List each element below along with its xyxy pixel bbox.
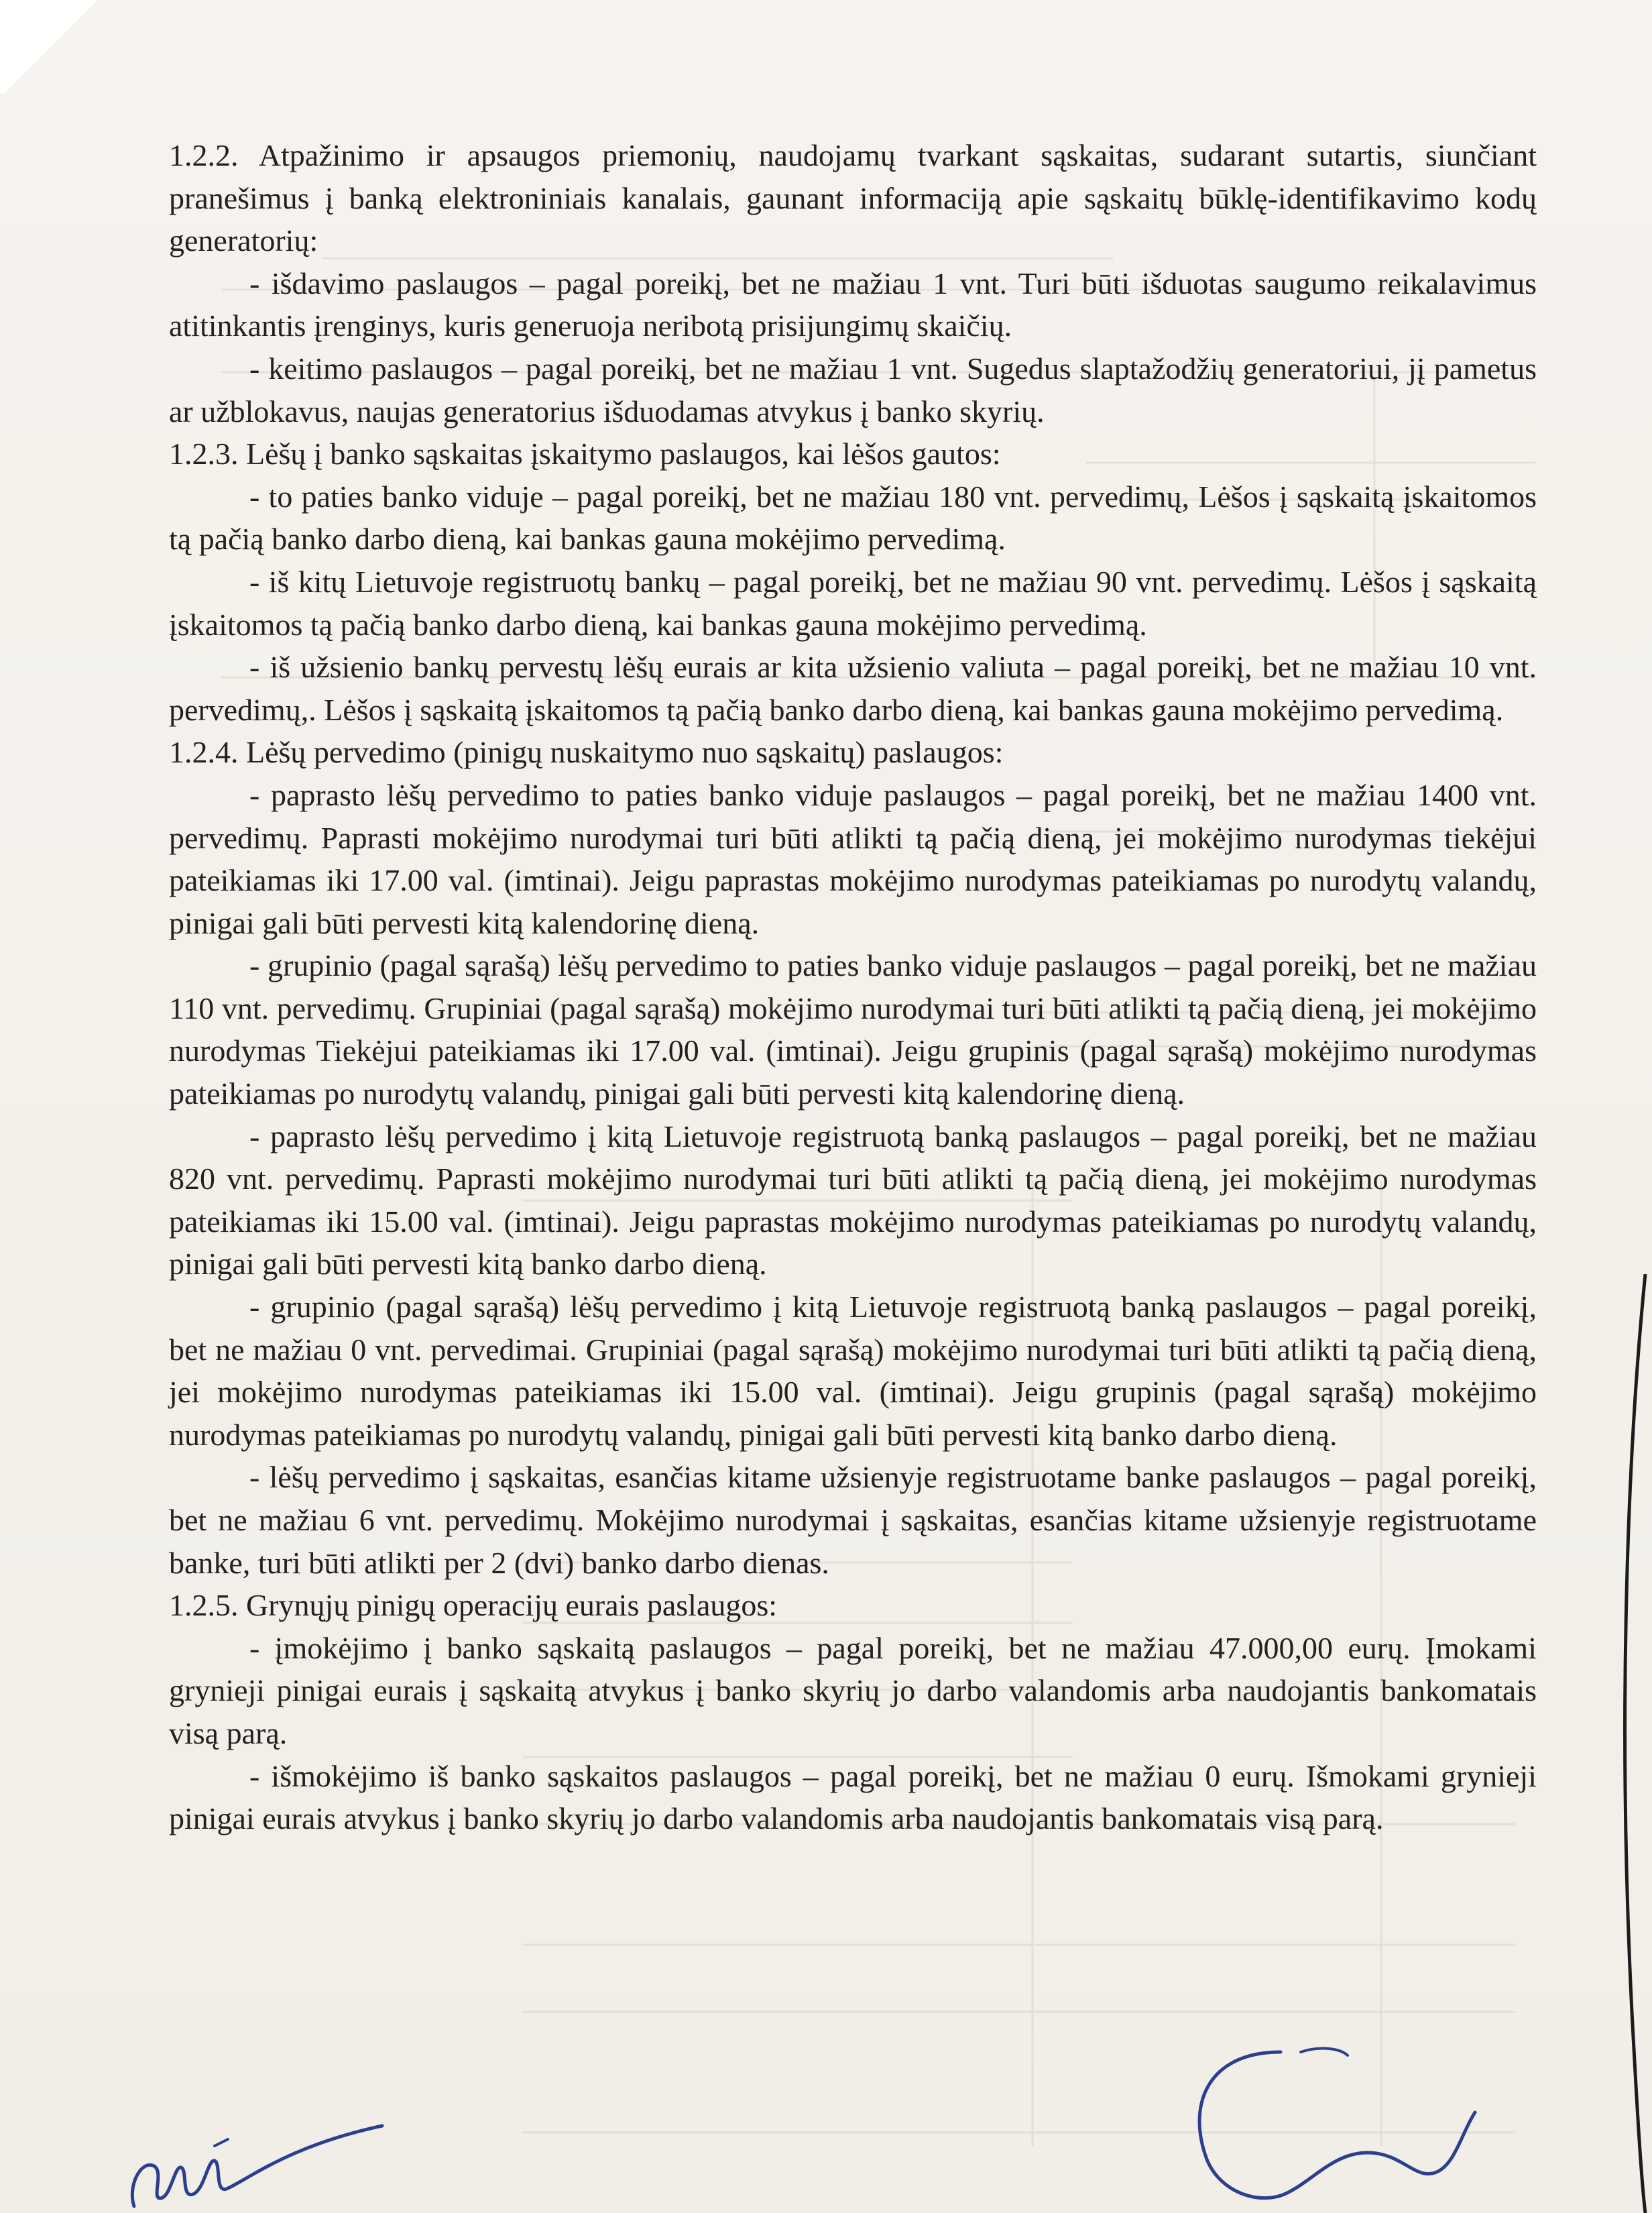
paragraph-group-transfer-other-bank: - grupinio (pagal sąrašą) lėšų pervedimo į kitą Lietuvoje registruotą banką paslaugos – pagal poreikį, bet ne mažiau 0 vnt. pervedimai. Grupiniai (pagal sąrašą) mokėjimo nurodymai turi būti atlikti tą pačią dieną, jei mokėjimo nurodymas pateikiamas iki 15.00 val. (imtinai). Jeigu grupinis (pagal sąrašą) mokėjimo nurodymas pateikiamas po nurodytų valandų, pinigai gali būti pervesti kitą banko darbo dieną. — [169, 1290, 1537, 1452]
document-body — [169, 134, 1537, 1840]
paragraph-foreign-banks: - iš užsienio bankų pervestų lėšų eurais ar kita užsienio valiuta – pagal poreikį, bet ne mažiau 10 vnt. pervedimų,. Lėšos į sąskaitą įskaitomos tą pačią banko darbo dieną, kai bankas gauna mokėjimo pervedimą. — [169, 650, 1537, 727]
paragraph-foreign-transfer: - lėšų pervedimo į sąskaitas, esančias kitame užsienyje registruotame banke paslaugos – pagal poreikį, bet ne mažiau 6 vnt. pervedimų. Mokėjimo nurodymai į sąskaitas, esančias kitame užsienyje registruotame banke, turi būti atlikti per 2 (dvi) banko darbo dienas. — [169, 1460, 1537, 1580]
paragraph-group-transfer-same-bank: - grupinio (pagal sąrašą) lėšų pervedimo to paties banko viduje paslaugos – pagal poreikį, bet ne mažiau 110 vnt. pervedimų. Grupiniai (pagal sąrašą) mokėjimo nurodymai turi būti atlikti tą pačią dieną, jei mokėjimo nurodymas Tiekėjui pateikiamas iki 17.00 val. (imtinai). Jeigu grupinis (pagal sąrašą) mokėjimo nurodymas pateikiamas po nurodytų valandų, pinigai gali būti pervesti kitą kalendorinę dieną. — [169, 948, 1537, 1111]
paragraph-replacement: - keitimo paslaugos – pagal poreikį, bet ne mažiau 1 vnt. Sugedus slaptažodžių generatoriui, jį pametus ar užblokavus, naujas generatorius išduodamas atvykus į banko skyrių. — [169, 351, 1537, 429]
paragraph-1-2-5: 1.2.5. Grynųjų pinigų operacijų eurais paslaugos: — [169, 1588, 778, 1623]
paragraph-simple-transfer-same-bank: - paprasto lėšų pervedimo to paties banko viduje paslaugos – pagal poreikį, bet ne mažiau 1400 vnt. pervedimų. Paprasti mokėjimo nurodymai turi būti atlikti tą pačią dieną, jei mokėjimo nurodymas tiekėjui pateikiamas iki 17.00 val. (imtinai). Jeigu paprastas mokėjimo nurodymas pateikiamas po nurodytų valandų, pinigai gali būti pervesti kitą kalendorinę dieną. — [169, 777, 1537, 940]
page-edge-shadow — [1598, 1274, 1652, 2213]
paragraph-cash-deposit: - įmokėjimo į banko sąskaitą paslaugos – pagal poreikį, bet ne mažiau 47.000,00 eurų. Įmokami grynieji pinigai eurais į sąskaitą atvykus į banko skyrių jo darbo valandomis arba naudojantis bankomatais visą parą. — [169, 1630, 1537, 1750]
paragraph-other-lt-banks: - iš kitų Lietuvoje registruotų bankų – pagal poreikį, bet ne mažiau 90 vnt. pervedimų. Lėšos į sąskaitą įskaitomos tą pačią banko darbo dieną, kai bankas gauna mokėjimo pervedimą. — [169, 564, 1537, 642]
signature-left — [114, 2119, 396, 2213]
paragraph-1-2-4: 1.2.4. Lėšų pervedimo (pinigų nuskaitymo nuo sąskaitų) paslaugos: — [169, 735, 1004, 770]
paragraph-cash-withdrawal: - išmokėjimo iš banko sąskaitos paslaugos – pagal poreikį, bet ne mažiau 0 eurų. Išmokami grynieji pinigai eurais atvykus į banko skyrių jo darbo valandomis arba naudojantis bankomatais visą parą. — [169, 1758, 1537, 1836]
paragraph-1-2-3: 1.2.3. Lėšų į banko sąskaitas įskaitymo paslaugos, kai lėšos gautos: — [169, 437, 1001, 471]
signature-right — [1167, 2025, 1515, 2213]
paragraph-simple-transfer-other-bank: - paprasto lėšų pervedimo į kitą Lietuvoje registruotą banką paslaugos – pagal poreikį, bet ne mažiau 820 vnt. pervedimų. Paprasti mokėjimo nurodymai turi būti atlikti tą pačią dieną, jei mokėjimo nurodymas pateikiamas iki 15.00 val. (imtinai). Jeigu paprastas mokėjimo nurodymas pateikiamas po nurodytų valandų, pinigai gali būti pervesti kitą banko darbo dieną. — [169, 1119, 1537, 1282]
paragraph-same-bank: - to paties banko viduje – pagal poreikį, bet ne mažiau 180 vnt. pervedimų, Lėšos į sąskaitą įskaitomos tą pačią banko darbo dieną, kai bankas gauna mokėjimo pervedimą. — [169, 479, 1537, 557]
paragraph-issuance: - išdavimo paslaugos – pagal poreikį, bet ne mažiau 1 vnt. Turi būti išduotas saugumo reikalavimus atitinkantis įrenginys, kuris generuoja neribotą prisijungimų skaičių. — [169, 266, 1537, 343]
paragraph-1-2-2: 1.2.2. Atpažinimo ir apsaugos priemonių, naudojamų tvarkant sąskaitas, sudarant sutartis, siunčiant pranešimus į banką elektroniniais kanalais, gaunant informaciją apie sąskaitų būklę-identifikavimo kodų generatorių: — [169, 138, 1537, 258]
